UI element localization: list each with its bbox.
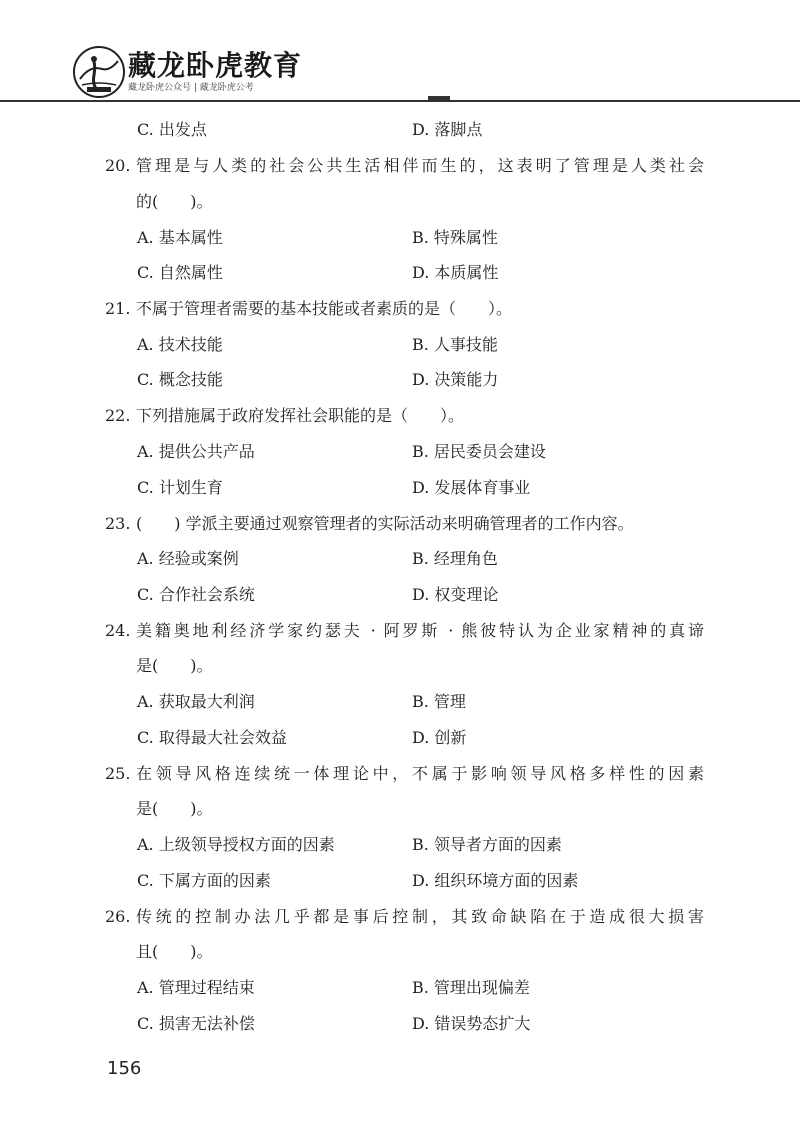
option-d: D. 错误势态扩大 bbox=[412, 1014, 531, 1033]
option-c: C. 自然属性 bbox=[137, 263, 223, 282]
question-text-continued: 是( )。 bbox=[136, 656, 213, 675]
option-c: C. 下属方面的因素 bbox=[137, 871, 271, 890]
option-b: B. 经理角色 bbox=[412, 549, 498, 568]
option-d: D. 发展体育事业 bbox=[412, 478, 531, 497]
option-c: C. 出发点 bbox=[137, 120, 207, 139]
option-a: A. 技术技能 bbox=[137, 335, 223, 354]
option-c: C. 损害无法补偿 bbox=[137, 1014, 255, 1033]
question-number: 23. bbox=[105, 514, 131, 533]
question-text-continued: 的( )。 bbox=[136, 192, 213, 211]
question-number: 25. bbox=[105, 764, 131, 783]
option-d: D. 本质属性 bbox=[412, 263, 499, 282]
option-d: D. 组织环境方面的因素 bbox=[412, 871, 579, 890]
option-c: C. 取得最大社会效益 bbox=[137, 728, 287, 747]
question-text-continued: 且( )。 bbox=[136, 942, 213, 961]
option-b: B. 领导者方面的因素 bbox=[412, 835, 562, 854]
option-d: D. 决策能力 bbox=[412, 370, 499, 389]
question-text-continued: 是( )。 bbox=[136, 799, 213, 818]
option-a: A. 管理过程结束 bbox=[137, 978, 255, 997]
option-d: D. 落脚点 bbox=[412, 120, 483, 139]
option-b: B. 管理 bbox=[412, 692, 466, 711]
option-a: A. 基本属性 bbox=[137, 228, 223, 247]
brand-title: 藏龙卧虎教育 bbox=[128, 49, 303, 82]
option-a: A. 上级领导授权方面的因素 bbox=[137, 835, 335, 854]
question-number: 24. bbox=[105, 621, 131, 640]
option-d: D. 权变理论 bbox=[412, 585, 499, 604]
question-text: 在领导风格连续统一体理论中，不属于影响领导风格多样性的因素 bbox=[136, 764, 704, 783]
option-a: A. 提供公共产品 bbox=[137, 442, 255, 461]
question-number: 26. bbox=[105, 907, 131, 926]
option-b: B. 特殊属性 bbox=[412, 228, 498, 247]
option-c: C. 计划生育 bbox=[137, 478, 223, 497]
question-text: 不属于管理者需要的基本技能或者素质的是（ ）。 bbox=[136, 299, 513, 318]
option-c: C. 合作社会系统 bbox=[137, 585, 255, 604]
question-text: 下列措施属于政府发挥社会职能的是（ ）。 bbox=[136, 406, 465, 425]
option-d: D. 创新 bbox=[412, 728, 467, 747]
question-text: 管理是与人类的社会公共生活相伴而生的，这表明了管理是人类社会 bbox=[136, 156, 704, 175]
question-number: 20. bbox=[105, 156, 131, 175]
question-text: ( ) 学派主要通过观察管理者的实际活动来明确管理者的工作内容。 bbox=[136, 514, 634, 533]
option-b: B. 管理出现偏差 bbox=[412, 978, 530, 997]
option-b: B. 居民委员会建设 bbox=[412, 442, 546, 461]
option-c: C. 概念技能 bbox=[137, 370, 223, 389]
brand-subtitle: 藏龙卧虎公众号 | 藏龙卧虎公考 bbox=[128, 83, 254, 93]
option-a: A. 获取最大利润 bbox=[137, 692, 255, 711]
question-text: 传统的控制办法几乎都是事后控制，其致命缺陷在于造成很大损害 bbox=[136, 907, 704, 926]
option-b: B. 人事技能 bbox=[412, 335, 498, 354]
option-a: A. 经验或案例 bbox=[137, 549, 239, 568]
question-number: 22. bbox=[105, 406, 131, 425]
page-number: 156 bbox=[107, 1058, 142, 1079]
question-number: 21. bbox=[105, 299, 131, 318]
question-text: 美籍奥地利经济学家约瑟夫 · 阿罗斯 · 熊彼特认为企业家精神的真谛 bbox=[136, 621, 704, 640]
